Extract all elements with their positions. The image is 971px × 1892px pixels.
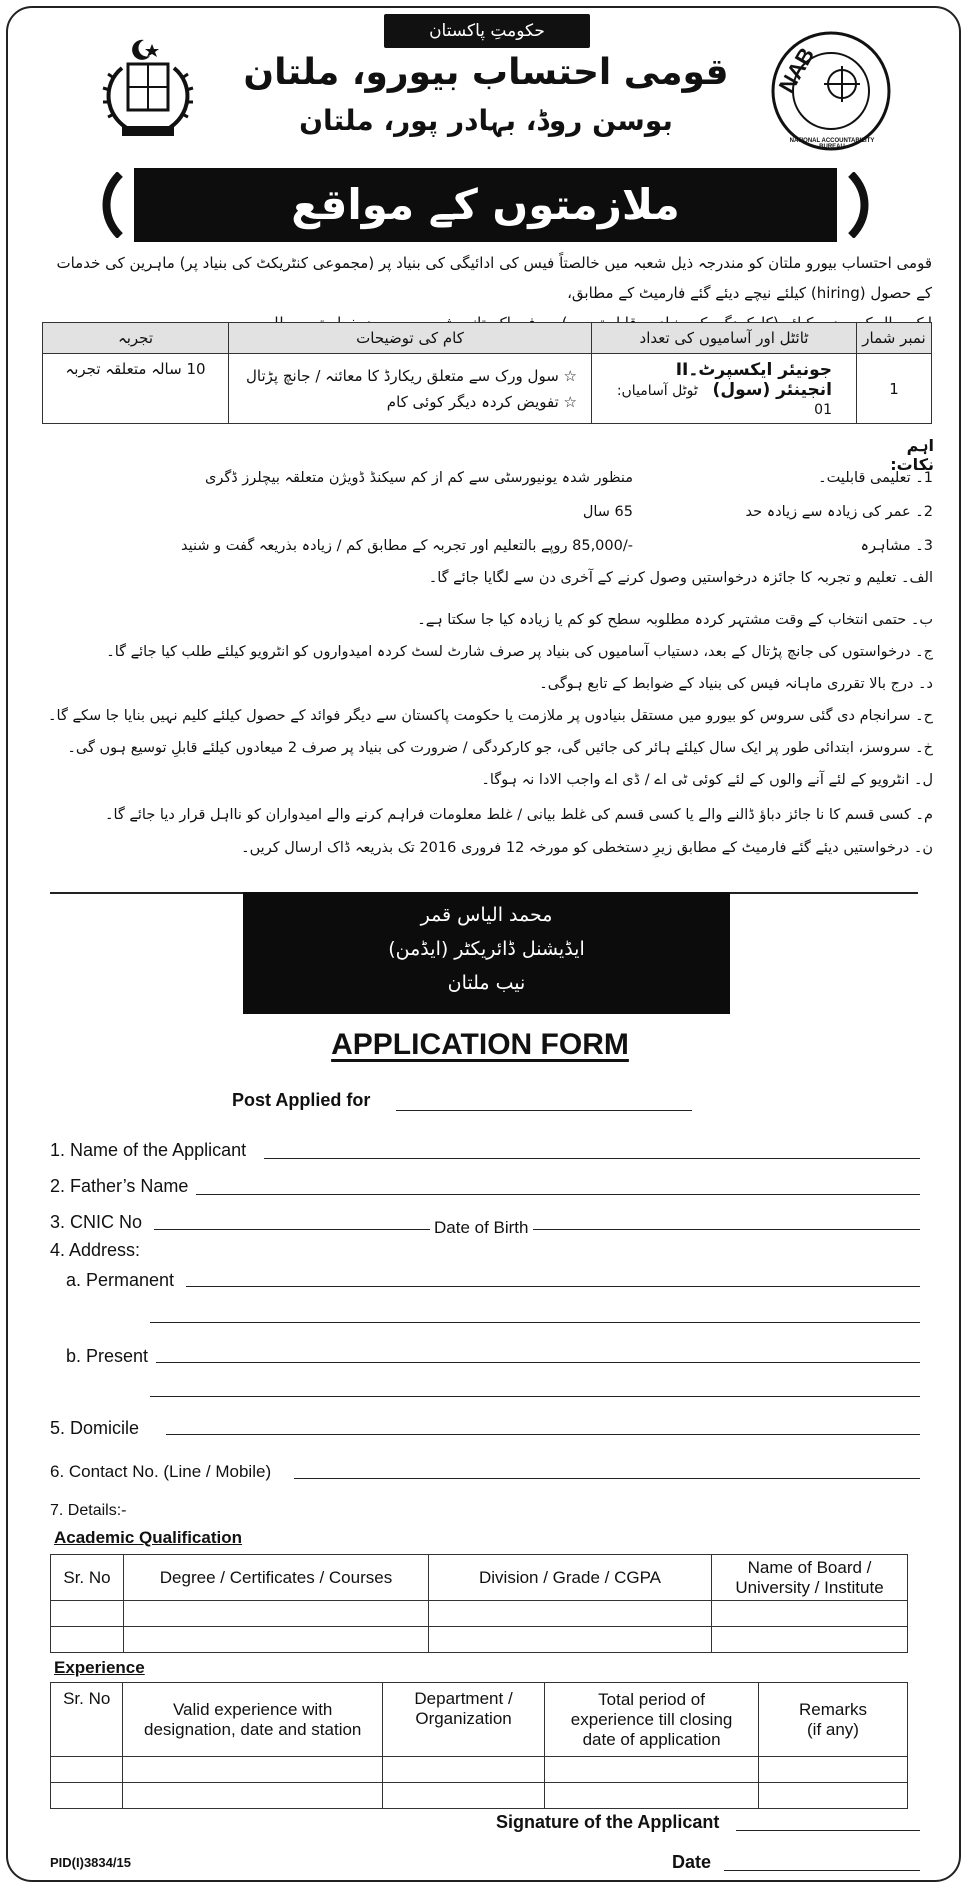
father-name-field[interactable] bbox=[196, 1194, 920, 1195]
row-experience: 10 سالہ متعلقہ تجربہ bbox=[43, 354, 229, 424]
organization-address: بوسن روڈ، بہادر پور، ملتان bbox=[299, 104, 673, 137]
table-row[interactable] bbox=[51, 1757, 908, 1783]
father-name-label: 2. Father’s Name bbox=[50, 1176, 189, 1196]
signatory-box bbox=[243, 892, 730, 1014]
post-applied-label: Post Applied for bbox=[232, 1090, 371, 1110]
note-label: 3۔ مشاہرہ bbox=[860, 538, 933, 554]
permanent-address-field[interactable] bbox=[186, 1286, 920, 1287]
note-point: د۔ درج بالا تقرری ماہانہ فیس کی بنیاد کے ضوابط کے تابع ہوگی۔ bbox=[539, 676, 933, 692]
contact-label: 6. Contact No. (Line / Mobile) bbox=[50, 1462, 272, 1481]
signature-field[interactable] bbox=[736, 1830, 920, 1831]
dob-label: Date of Birth bbox=[430, 1218, 533, 1238]
note-point: ن۔ درخواستیں دیئے گئے فارمیٹ کے مطابق زیرِ دستخطی کو مورخہ 12 فروری 2016 تک بذریعہ ڈاک ارسال کریں۔ bbox=[241, 840, 933, 856]
note-point: خ۔ سروسز، ابتدائی طور پر ایک سال کیلئے ہائر کی جائیں گی، جو کارکردگی / ضرورت کی بنیاد پر صرف 2 میعادوں کیلئے قابلِ توسیع ہوں گی۔ bbox=[67, 740, 933, 756]
experience-header-department: Department / Organization bbox=[382, 1683, 544, 1757]
experience-header-period: Total period of experience till closing date of application bbox=[545, 1683, 759, 1757]
experience-section-title: Experience bbox=[54, 1658, 145, 1677]
domicile-field[interactable] bbox=[166, 1434, 920, 1435]
academic-header-board: Name of Board / University / Institute bbox=[712, 1555, 908, 1601]
signature-label: Signature of the Applicant bbox=[496, 1812, 720, 1832]
experience-table bbox=[50, 1682, 908, 1809]
academic-header-row bbox=[51, 1555, 908, 1601]
jobs-table bbox=[42, 322, 932, 424]
note-label: 1۔ تعلیمی قابلیت۔ bbox=[818, 470, 933, 486]
note-value: منظور شدہ یونیورسٹی سے کم از کم سیکنڈ ڈویژن متعلقہ بیچلرز ڈگری bbox=[204, 470, 633, 486]
row-duty-2: ☆ تفویض کردہ دیگر کوئی کام bbox=[386, 392, 577, 411]
present-address-field-2[interactable] bbox=[150, 1396, 920, 1397]
header-title: ٹائٹل اور آسامیوں کی تعداد bbox=[592, 323, 857, 354]
row-posts: ٹوٹل آسامیاں: 01 bbox=[616, 383, 832, 418]
header-duties: کام کی توضیحات bbox=[229, 323, 592, 354]
nab-logo bbox=[756, 26, 906, 156]
nab-logo-text: NAB bbox=[773, 43, 820, 97]
experience-header-remarks: Remarks (if any) bbox=[758, 1683, 907, 1757]
row-serial: 1 bbox=[857, 354, 932, 424]
state-emblem-icon bbox=[92, 34, 202, 144]
experience-header-sr: Sr. No bbox=[51, 1683, 123, 1757]
present-address-label: b. Present bbox=[66, 1346, 149, 1366]
academic-section-title: Academic Qualification bbox=[54, 1528, 242, 1547]
signatory-designation: ایڈیشنل ڈائریکٹر (ایڈمن) bbox=[388, 938, 585, 960]
note-label: 2۔ عمر کی زیادہ سے زیادہ حد bbox=[745, 504, 933, 520]
permanent-address-label: a. Permanent bbox=[66, 1270, 175, 1290]
row-duty-1: ☆ سول ورک سے متعلق ریکارڈ کا معائنہ / جانچ پڑتال bbox=[246, 366, 577, 385]
cnic-label: 3. CNIC No bbox=[50, 1212, 143, 1232]
jobs-table-header-row bbox=[43, 323, 932, 354]
note-point: م۔ کسی قسم کا نا جائز دباؤ ڈالنے والے یا کسی قسم کی غلط بیانی / غلط معلومات فراہم کرنے والے امیدواران کو نااہل قرار دیا جائے گا۔ bbox=[104, 807, 933, 823]
experience-header-valid: Valid experience with designation, date and station bbox=[123, 1683, 382, 1757]
academic-table bbox=[50, 1554, 908, 1653]
signatory-name: محمد الیاس قمر bbox=[420, 904, 553, 926]
cnic-field[interactable] bbox=[154, 1229, 920, 1230]
details-label: 7. Details:- bbox=[50, 1502, 127, 1519]
applicant-name-field[interactable] bbox=[264, 1158, 920, 1159]
row-title-line-2: انجینئر (سول) bbox=[712, 380, 832, 400]
academic-header-degree: Degree / Certificates / Courses bbox=[124, 1555, 429, 1601]
contact-field[interactable] bbox=[294, 1478, 920, 1479]
applicant-name-label: 1. Name of the Applicant bbox=[50, 1140, 247, 1160]
banner-left-ornament-icon bbox=[96, 172, 128, 238]
note-point: الف۔ تعلیم و تجربہ کا جائزہ درخواستیں وصول کرنے کے آخری دن سے لگایا جائے گا۔ bbox=[428, 570, 933, 586]
note-item bbox=[33, 502, 933, 523]
domicile-label: 5. Domicile bbox=[50, 1418, 140, 1438]
academic-header-division: Division / Grade / CGPA bbox=[429, 1555, 712, 1601]
table-row[interactable] bbox=[51, 1601, 908, 1627]
intro-line-1: قومی احتساب بیورو ملتان کو مندرجہ ذیل شعبہ میں خالصتاً فیس کی ادائیگی کی بنیاد پر (مجموعی کنٹریکٹ کی بنیاد پر) ماہرین کی خدمات کے حصول (hiring) کیلئے نیچے دیئے گئے فارمیٹ کے مطابق، bbox=[56, 254, 932, 302]
post-applied-field[interactable] bbox=[396, 1110, 692, 1111]
row-title-line-1: جونیئر ایکسپرٹ۔II bbox=[675, 360, 832, 380]
organization-title: قومی احتساب بیورو، ملتان bbox=[243, 52, 729, 93]
banner-right-ornament-icon bbox=[843, 172, 875, 238]
experience-header-row bbox=[51, 1683, 908, 1757]
note-point: ل۔ انٹرویو کے لئے آنے والوں کے لئے کوئی ٹی اے / ڈی اے واجب الادا نہ ہوگا۔ bbox=[481, 772, 933, 788]
jobs-banner: ملازمتوں کے مواقع bbox=[134, 168, 837, 242]
note-point: ح۔ سرانجام دی گئی سروس کو بیورو میں مستقل بنیادوں پر ملازمت یا حکومت پاکستان سے دیگر فوائد کے حصول کیلئے کلیم نہیں بنایا جا سکے گا۔ bbox=[48, 708, 933, 724]
notes-title: اہم نکات: bbox=[890, 436, 934, 474]
row-title-cell bbox=[592, 354, 857, 424]
present-address-field[interactable] bbox=[156, 1362, 920, 1363]
application-form-title: APPLICATION FORM bbox=[331, 1028, 629, 1061]
note-value: -/85,000 روپے بالتعلیم اور تجربہ کے مطابق کم / زیادہ بذریعہ گفت و شنید bbox=[181, 538, 633, 554]
row-duties-cell bbox=[229, 354, 592, 424]
note-point: ج۔ درخواستوں کی جانچ پڑتال کے بعد، دستیاب آسامیوں کی بنیاد پر صرف شارٹ لسٹ کردہ امیدواروں کو انٹرویو کیلئے طلب کیا جائے گا۔ bbox=[106, 644, 933, 660]
signatory-office: نیب ملتان bbox=[447, 972, 526, 994]
table-row[interactable] bbox=[51, 1627, 908, 1653]
government-label: حکومتِ پاکستان bbox=[384, 14, 590, 48]
permanent-address-field-2[interactable] bbox=[150, 1322, 920, 1323]
date-label: Date bbox=[672, 1852, 712, 1872]
nab-logo-icon bbox=[756, 26, 906, 156]
table-row bbox=[43, 354, 932, 424]
note-item bbox=[33, 536, 933, 557]
date-field[interactable] bbox=[724, 1870, 920, 1871]
academic-header-sr: Sr. No bbox=[51, 1555, 124, 1601]
header-serial: نمبر شمار bbox=[857, 323, 932, 354]
note-point: ب۔ حتمی انتخاب کے وقت مشتہر کردہ مطلوبہ سطح کو کم یا زیادہ کیا جا سکتا ہے۔ bbox=[417, 612, 933, 628]
table-row[interactable] bbox=[51, 1783, 908, 1809]
nab-logo-ring-text: NATIONAL ACCOUNTABILITY BUREAU bbox=[789, 138, 875, 150]
header-experience: تجربہ bbox=[43, 323, 229, 354]
note-item bbox=[33, 468, 933, 489]
address-label: 4. Address: bbox=[50, 1240, 141, 1260]
note-value: 65 سال bbox=[582, 504, 633, 520]
pid-code: PID(I)3834/15 bbox=[50, 1855, 131, 1870]
